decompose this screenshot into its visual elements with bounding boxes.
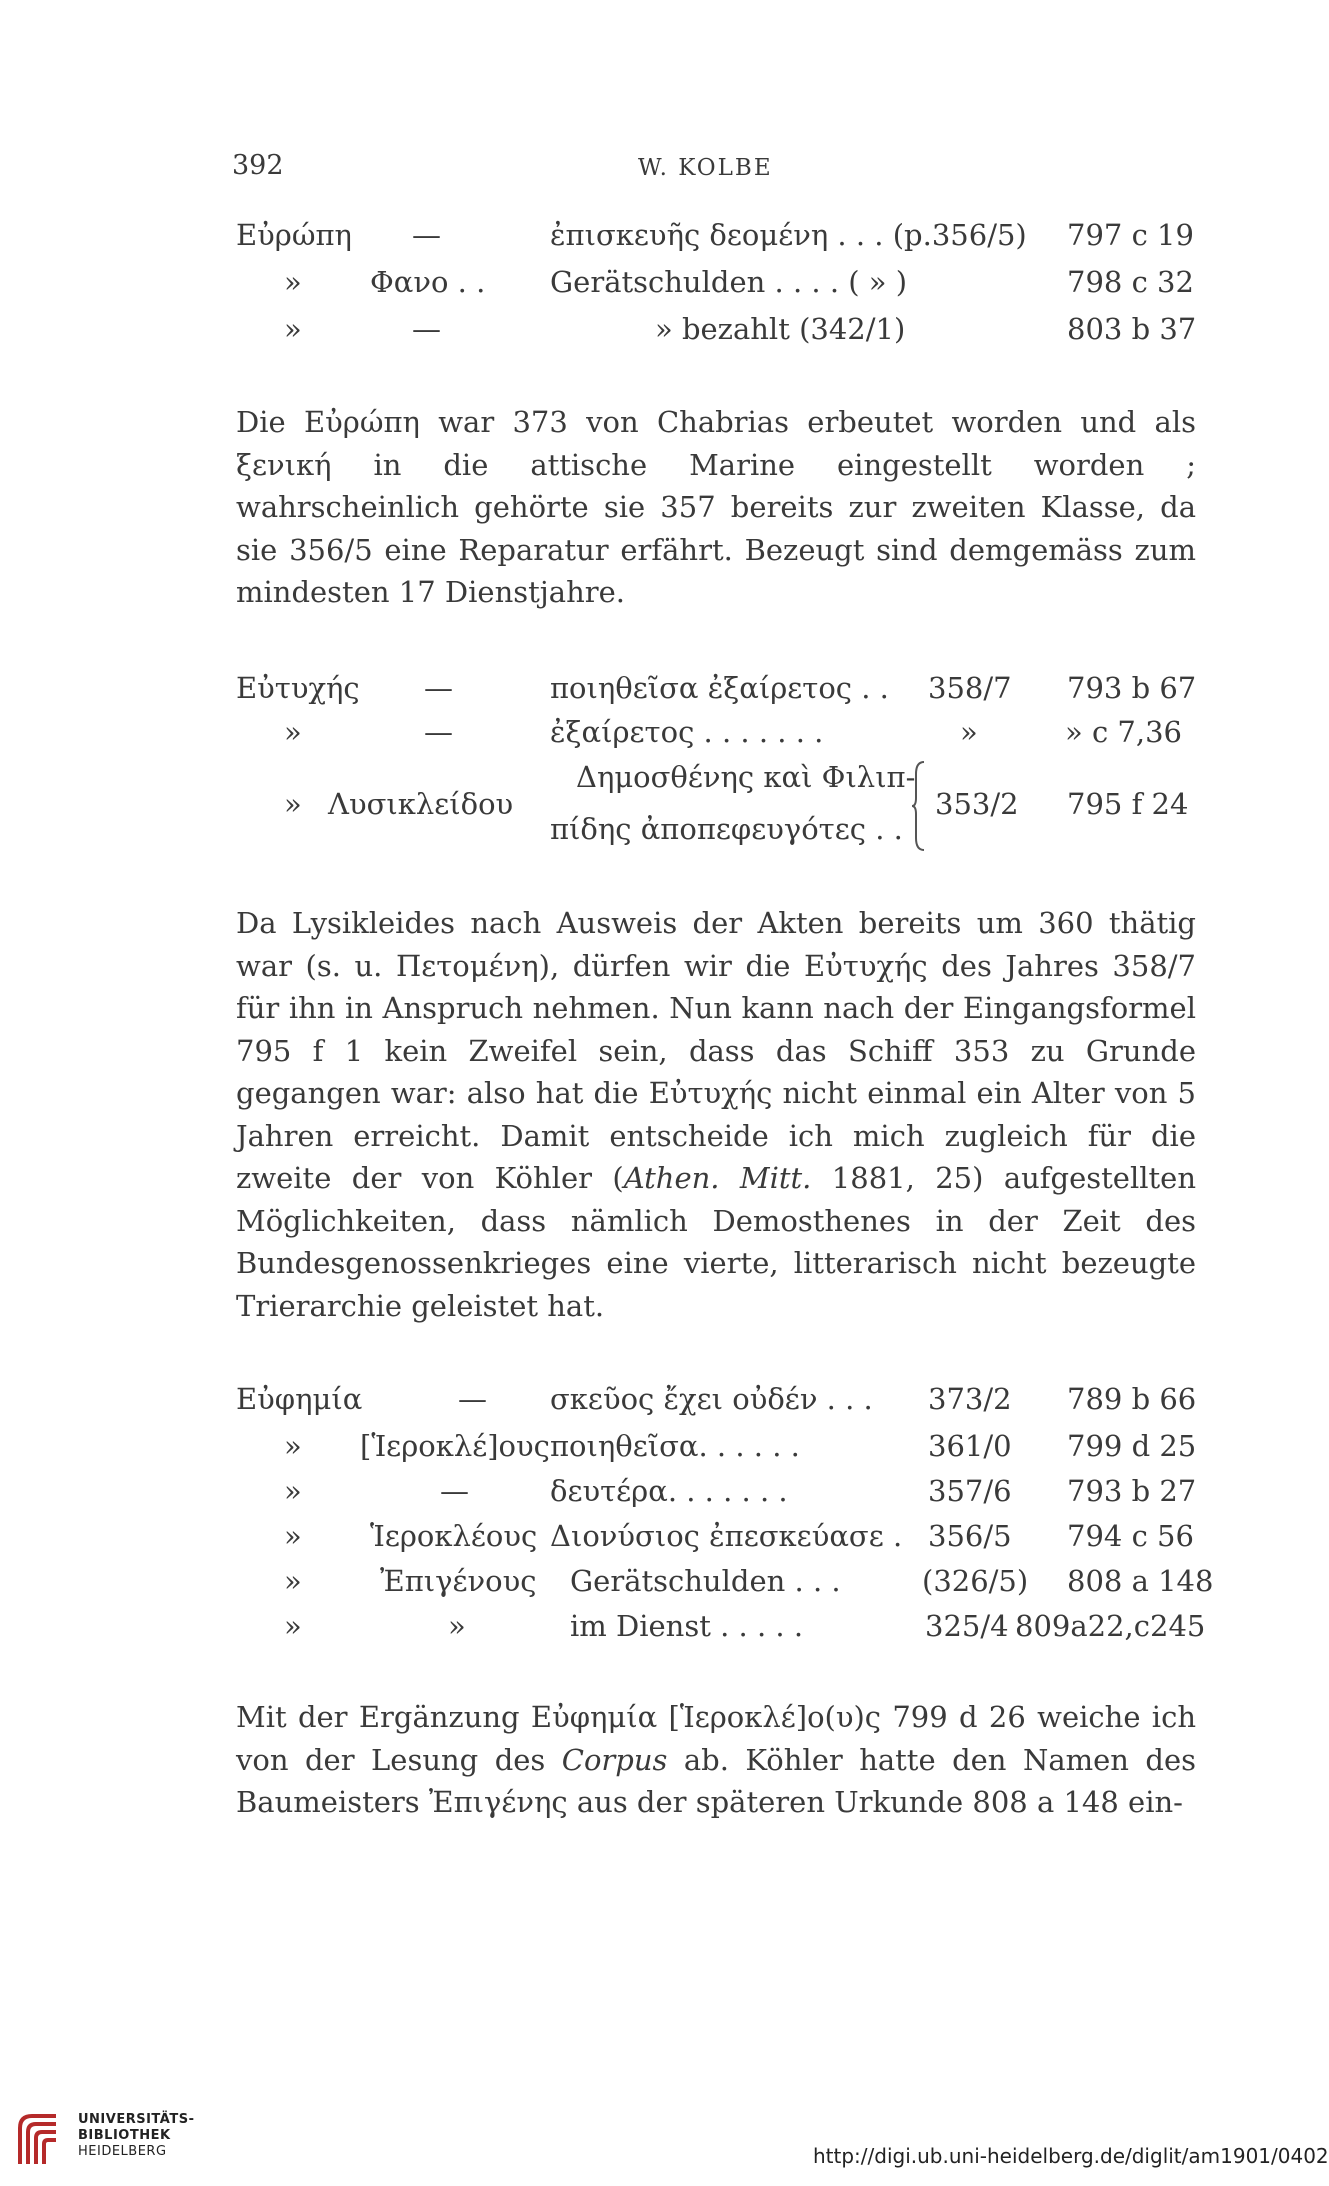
entry-year: (326/5) (922, 1564, 1029, 1598)
entry-year: 373/2 (928, 1382, 1012, 1416)
citation: Athen. Mitt. (623, 1161, 812, 1195)
entry-ref: 794 c 56 (1067, 1519, 1194, 1553)
entry-ref: 808 a 148 (1067, 1564, 1214, 1598)
trierarch: — (458, 1382, 487, 1416)
table-row (0, 218, 1329, 262)
table-row (0, 812, 1329, 856)
trierarch: Ἐπιγένους (380, 1564, 537, 1598)
entry-year: 361/0 (928, 1429, 1012, 1463)
entry-year: 357/6 (928, 1474, 1012, 1508)
entry-year: 325/4 (925, 1609, 1009, 1643)
entry-desc-line2: πίδης ἀποπεφευγότες . . (550, 812, 903, 846)
entry-ref: 793 b 67 (1067, 671, 1197, 705)
paragraph-euphemia (236, 1696, 1196, 1824)
entry-ref: 789 b 66 (1067, 1382, 1197, 1416)
entry-desc: δευτέρα. . . . . . . (550, 1474, 788, 1508)
table-row (0, 1474, 1329, 1518)
paragraph-lysikleides (236, 902, 1196, 1327)
trierarch: — (424, 715, 453, 749)
table-row (0, 1382, 1329, 1426)
trierarch: Λυσικλείδου (328, 787, 514, 821)
trierarch: — (412, 312, 441, 346)
entry-ref: 799 d 25 (1067, 1429, 1197, 1463)
entry-desc: σκεῦος ἔχει οὐδέν . . . (550, 1382, 873, 1416)
ship-name: » (284, 787, 302, 821)
entry-ref: 793 b 27 (1067, 1474, 1197, 1508)
trierarch: » (448, 1609, 466, 1643)
paragraph-europe (236, 401, 1196, 614)
paragraph-text: Mit der Ergänzung Εὐφημία [Ἱεροκλέ]ο(υ)ς 799 d 26 weiche ich von der Lesung des (236, 1700, 1196, 1777)
ship-name: Εὐρώπη (236, 218, 352, 252)
entry-ref: » c 7,36 (1065, 715, 1182, 749)
table-row (0, 1429, 1329, 1473)
library-name-line2: BIBLIOTHEK (78, 2128, 171, 2143)
entry-desc: ποιηθεῖσα. . . . . . (550, 1429, 800, 1463)
paragraph-text: 1881, 25) aufgestellten Möglichkeiten, dass nämlich Demosthenes in der Zeit des Bundesgenossenkrieges eine vierte, litterarisch nicht bezeugte Trierarchie geleistet hat. (236, 1161, 1196, 1323)
entry-year: 353/2 (935, 787, 1019, 821)
entry-desc: ποιηθεῖσα ἐξαίρετος . . (550, 671, 889, 705)
entry-ref: 795 f 24 (1067, 787, 1189, 821)
entry-desc: Διονύσιος ἐπεσκεύασε . (550, 1519, 903, 1553)
brace-icon (912, 760, 928, 852)
entry-year: » (960, 715, 978, 749)
table-row (0, 671, 1329, 715)
entry-desc: Gerätschulden . . . . ( » ) (550, 265, 908, 299)
entry-ref: 809a22,c245 (1015, 1609, 1206, 1643)
entry-ref: 803 b 37 (1067, 312, 1197, 346)
citation: Corpus (561, 1742, 668, 1777)
table-row (0, 1609, 1329, 1653)
ship-name: Εὐτυχής (236, 671, 360, 705)
ship-name: » (284, 1609, 302, 1643)
entry-desc: » bezahlt (342/1) (655, 312, 906, 346)
paragraph-text: Die Εὐρώπη war 373 von Chabrias erbeutet worden und als ξενική in die attische Marine eingestellt worden ; wahrscheinlich gehörte sie 357 bereits zur zweiten Klasse, da sie 356/5 eine Reparatur erfährt. Bezeugt sind demgemäss zum mindesten 17 Dienstjahre. (236, 405, 1196, 609)
trierarch: [Ἱεροκλέ]ους (360, 1429, 550, 1463)
ship-name: » (284, 1429, 302, 1463)
entry-desc: ἐξαίρετος . . . . . . . (550, 715, 824, 749)
paragraph-text: Da Lysikleides nach Ausweis der Akten bereits um 360 thätig war (s. u. Πετομένη), dürfen wir die Εὐτυχής des Jahres 358/7 für ihn in Anspruch nehmen. Nun kann nach der Eingangsformel 795 f 1 kein Zweifel sein, dass das Schiff 353 zu Grunde gegangen war: also hat die Εὐτυχής nicht einmal ein Alter von 5 Jahren erreicht. Damit entscheide ich mich zugleich für die zweite der von Köhler ( (236, 906, 1196, 1195)
library-name-line3: HEIDELBERG (78, 2144, 167, 2159)
entry-ref: 797 c 19 (1067, 218, 1194, 252)
table-row (0, 265, 1329, 309)
page-number: 392 (232, 150, 284, 181)
source-url-link[interactable]: http://digi.ub.uni-heidelberg.de/diglit/am1901/0402 (813, 2144, 1329, 2168)
entry-desc: Gerätschulden . . . (570, 1564, 841, 1598)
library-name-line1: UNIVERSITÄTS- (78, 2112, 195, 2127)
trierarch: Ἱεροκλέους (370, 1519, 538, 1553)
ship-name: Εὐφημία (236, 1382, 363, 1416)
ship-name: » (284, 1564, 302, 1598)
ship-name: » (284, 312, 302, 346)
trierarch: — (412, 218, 441, 252)
trierarch: — (424, 671, 453, 705)
ship-name: » (284, 1519, 302, 1553)
entry-desc-line1: Δημοσθένης καὶ Φιλιπ- (576, 760, 916, 794)
trierarch: Φανο . . (370, 265, 486, 299)
entry-ref: 798 c 32 (1067, 265, 1194, 299)
ship-name: » (284, 1474, 302, 1508)
entry-desc: im Dienst . . . . . (570, 1609, 804, 1643)
trierarch: — (440, 1474, 469, 1508)
entry-year: 356/5 (928, 1519, 1012, 1553)
table-row (0, 715, 1329, 759)
ship-name: » (284, 715, 302, 749)
table-row (0, 1519, 1329, 1563)
entry-desc: ἐπισκευῆς δεομένη . . . (p.356/5) (550, 218, 1027, 252)
table-row (0, 1564, 1329, 1608)
paragraph-text: ab. Köhler hatte den Namen des Baumeisters Ἐπιγένης aus der späteren Urkunde 808 a 148 ein- (236, 1742, 1197, 1819)
entry-year: 358/7 (928, 671, 1012, 705)
running-title: W. KOLBE (638, 155, 773, 181)
table-row (0, 312, 1329, 356)
ship-name: » (284, 265, 302, 299)
